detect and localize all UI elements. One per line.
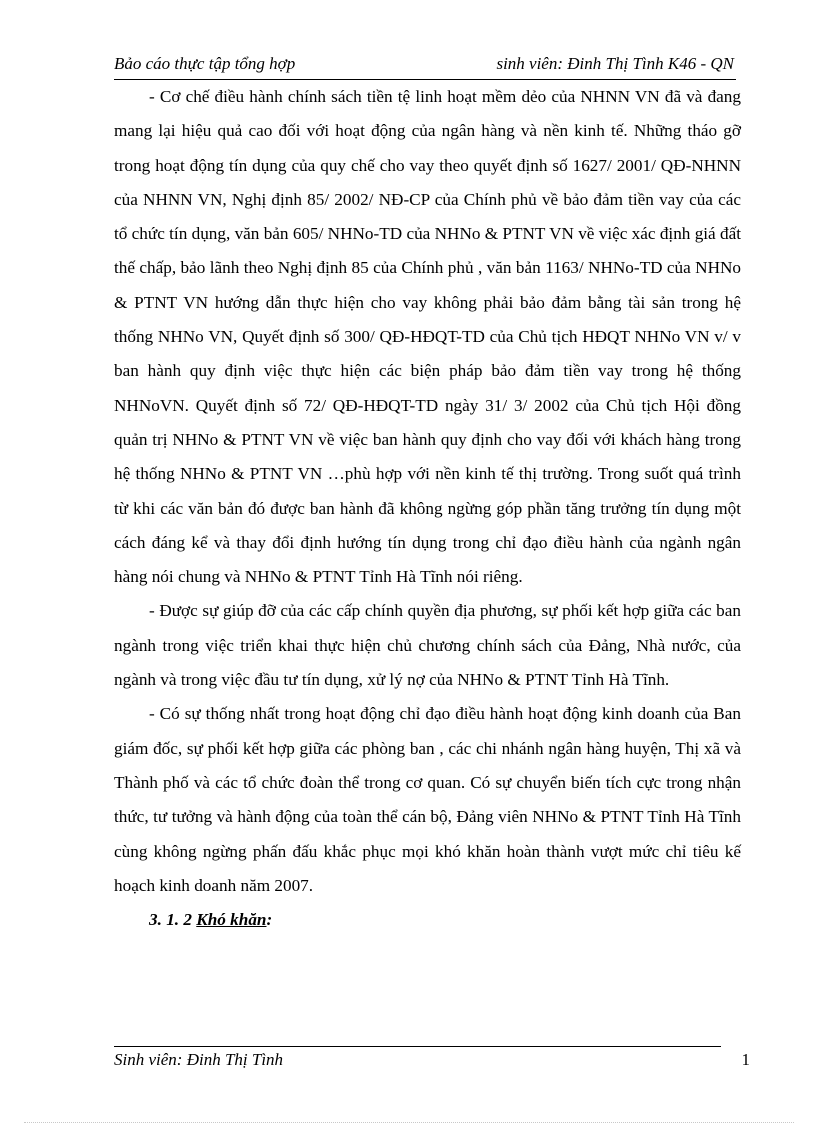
page-number: 1 — [741, 1050, 750, 1069]
page-footer — [114, 1050, 750, 1074]
header-student-info: sinh viên: Đinh Thị Tình K46 - QN — [496, 54, 734, 73]
footer-divider — [114, 1046, 721, 1047]
section-heading — [114, 903, 741, 937]
footer-student-name: Sinh viên: Đinh Thị Tình — [114, 1050, 284, 1069]
paragraph-local-support: - Được sự giúp đỡ của các cấp chính quyền địa phương, sự phối kết hợp giữa các ban ngành trong việc triển khai thực hiện chủ chương chính sách của Đảng, Nhà nước, của ngành và trong việc đầu tư tín dụng, xử lý nợ của NHNo & PTNT Tỉnh Hà Tĩnh. — [114, 601, 741, 690]
page-header — [114, 52, 734, 78]
header-report-title: Bảo cáo thực tập tổng hợp — [114, 54, 296, 73]
section-number: 3. 1. 2 — [149, 910, 192, 930]
paragraph-management: - Có sự thống nhất trong hoạt động chỉ đạo điều hành hoạt động kinh doanh của Ban giám đốc, sự phối kết hợp giữa các phòng ban , các chi nhánh ngân hàng huyện, Thị xã và Thành phố và các tổ chức đoàn thể trong cơ quan. Có sự chuyển biến tích cực trong nhận thức, tư tưởng và hành động của toàn thể cán bộ, Đảng viên NHNo & PTNT Tỉnh Hà Tĩnh cùng không ngừng phấn đấu khắc phục mọi khó khăn hoàn thành vượt mức chỉ tiêu kế hoạch kinh doanh năm 2007. — [114, 704, 741, 895]
document-body — [114, 80, 741, 937]
paragraph-policy: - Cơ chế điều hành chính sách tiền tệ linh hoạt mềm dẻo của NHNN VN đã và đang mang lại hiệu quả cao đối với hoạt động của ngân hàng và nền kinh tế. Những tháo gỡ trong hoạt động tín dụng của quy chế cho vay theo quyết định số 1627/ 2001/ QĐ-NHNN của NHNN VN, Nghị định 85/ 2002/ NĐ-CP của Chính phủ về bảo đảm tiền vay của các tổ chức tín dụng, văn bản 605/ NHNo-TD của NHNo & PTNT VN về việc xác định giá đất thế chấp, bảo lãnh theo Nghị định 85 của Chính phủ , văn bản 1163/ NHNo-TD của NHNo & PTNT VN hướng dẫn thực hiện cho vay không phải bảo đảm bằng tài sản trong hệ thống NHNo VN, Quyết định số 300/ QĐ-HĐQT-TD của Chủ tịch HĐQT NHNo VN v/ v ban hành quy định việc thực hiện các biện pháp bảo đảm tiền vay trong hệ thống NHNoVN. Quyết định số 72/ QĐ-HĐQT-TD ngày 31/ 3/ 2002 của Chủ tịch Hội đồng quản trị NHNo & PTNT VN về việc ban hành quy định cho vay đối với khách hàng trong hệ thống NHNo & PTNT VN …phù hợp với nền kinh tế thị trường. Trong suốt quá trình từ khi các văn bản đó được ban hành đã không ngừng góp phần tăng trưởng tín dụng một cách đáng kể và thay đổi định hướng tín dụng trong chỉ đạo điều hành của ngành ngân hàng nói chung và NHNo & PTNT Tỉnh Hà Tĩnh nói riêng. — [114, 87, 741, 587]
section-suffix: : — [266, 910, 273, 930]
section-title: Khó khăn — [196, 910, 267, 930]
